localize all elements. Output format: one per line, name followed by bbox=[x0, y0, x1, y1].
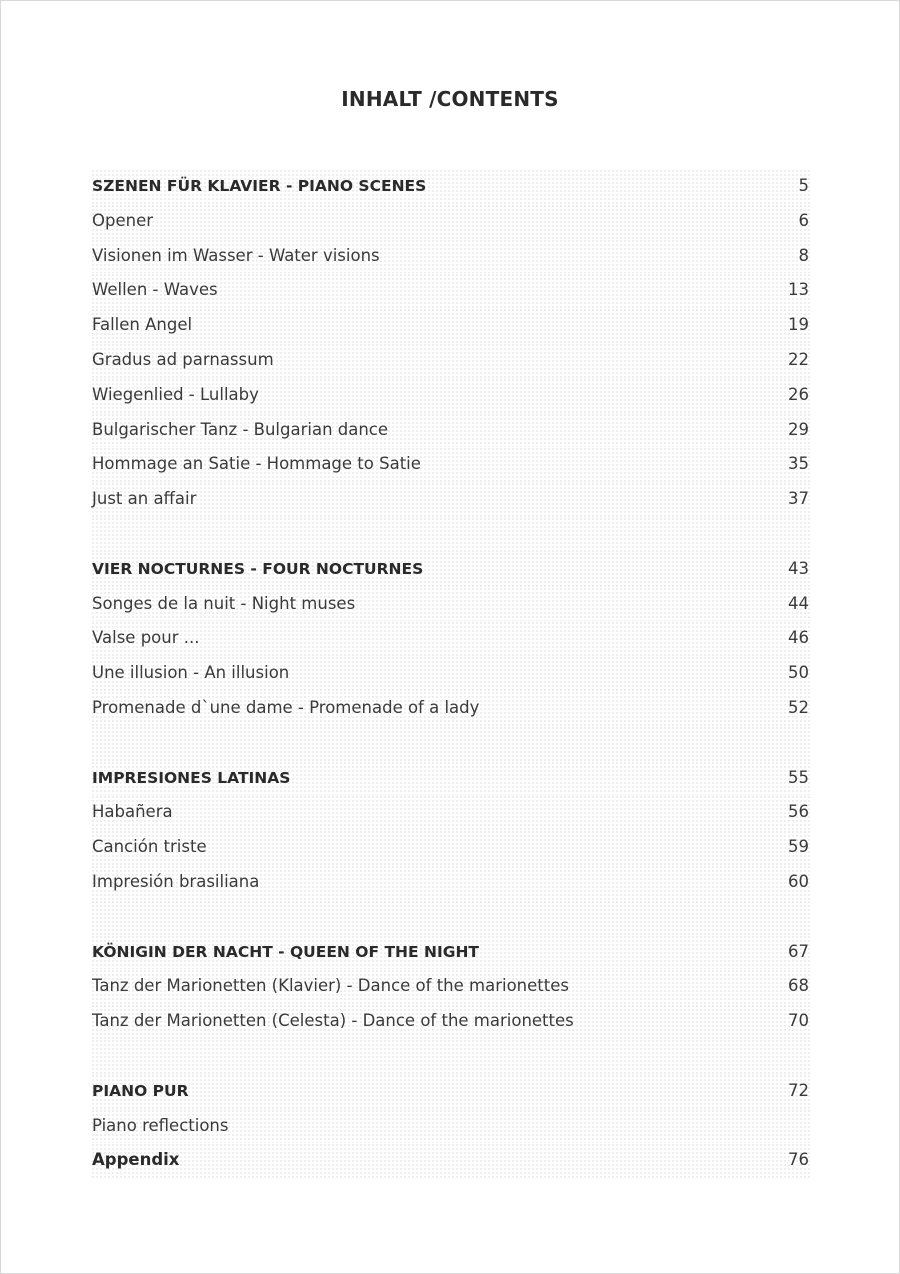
toc-entry bbox=[91, 621, 811, 656]
toc-label: Impresión brasiliana bbox=[92, 871, 260, 891]
toc-label: Fallen Angel bbox=[92, 315, 193, 335]
toc-entry bbox=[91, 656, 811, 691]
toc-entry bbox=[91, 795, 811, 830]
toc-entry bbox=[91, 413, 811, 448]
toc-label: IMPRESIONES LATINAS bbox=[92, 768, 291, 787]
toc-appendix bbox=[91, 1143, 811, 1178]
toc-spacer bbox=[91, 900, 811, 935]
toc-label: Just an affair bbox=[92, 489, 197, 509]
toc-label: KÖNIGIN DER NACHT - QUEEN OF THE NIGHT bbox=[92, 942, 479, 961]
toc-entry bbox=[91, 482, 811, 517]
toc-entry bbox=[91, 447, 811, 482]
toc-label: Habañera bbox=[92, 802, 173, 822]
toc-label: Tanz der Marionetten (Celesta) - Dance of the marionettes bbox=[92, 1011, 574, 1031]
toc-page-number: 68 bbox=[788, 976, 809, 996]
toc-page-number: 13 bbox=[788, 280, 809, 300]
toc-entry bbox=[91, 691, 811, 726]
toc-page-number: 50 bbox=[788, 663, 809, 683]
toc-page-number: 44 bbox=[788, 593, 809, 613]
page-title: INHALT /CONTENTS bbox=[341, 87, 559, 111]
toc-label: Une illusion - An illusion bbox=[92, 663, 290, 683]
toc-label: SZENEN FÜR KLAVIER - PIANO SCENES bbox=[92, 177, 427, 195]
toc-label: PIANO PUR bbox=[92, 1081, 189, 1100]
toc-page-number: 29 bbox=[788, 419, 809, 439]
toc-label: Canción triste bbox=[92, 837, 207, 857]
toc-page-number: 52 bbox=[788, 697, 809, 717]
toc-page-number: 76 bbox=[788, 1150, 809, 1170]
toc-label: Appendix bbox=[92, 1150, 180, 1170]
table-of-contents bbox=[91, 169, 811, 1178]
toc-label: Wiegenlied - Lullaby bbox=[92, 384, 259, 404]
toc-entry bbox=[91, 378, 811, 413]
toc-page-number: 6 bbox=[798, 210, 809, 230]
toc-page-number: 59 bbox=[788, 837, 809, 857]
toc-page-number: 60 bbox=[788, 871, 809, 891]
toc-entry bbox=[91, 1109, 811, 1144]
toc-entry bbox=[91, 239, 811, 274]
toc-page-number: 22 bbox=[788, 349, 809, 369]
toc-entry bbox=[91, 1004, 811, 1039]
toc-label: Piano reflections bbox=[92, 1115, 229, 1135]
toc-page-number: 26 bbox=[788, 384, 809, 404]
toc-page-number: 70 bbox=[788, 1011, 809, 1031]
toc-page-number: 37 bbox=[788, 489, 809, 509]
toc-label: Visionen im Wasser - Water visions bbox=[92, 245, 380, 265]
toc-page-number: 67 bbox=[788, 941, 809, 961]
toc-page-number: 35 bbox=[788, 454, 809, 474]
toc-label: Songes de la nuit - Night muses bbox=[92, 593, 356, 613]
toc-spacer bbox=[91, 1039, 811, 1074]
toc-entry bbox=[91, 204, 811, 239]
toc-page-number: 8 bbox=[798, 245, 809, 265]
toc-label: Bulgarischer Tanz - Bulgarian dance bbox=[92, 419, 389, 439]
toc-label: Gradus ad parnassum bbox=[92, 349, 274, 369]
toc-section-heading bbox=[91, 1074, 811, 1109]
toc-page-number: 56 bbox=[788, 802, 809, 822]
toc-page-number: 19 bbox=[788, 315, 809, 335]
toc-label: Valse pour ... bbox=[92, 628, 200, 648]
toc-section-heading bbox=[91, 761, 811, 796]
toc-spacer bbox=[91, 726, 811, 761]
toc-entry bbox=[91, 308, 811, 343]
toc-label: Hommage an Satie - Hommage to Satie bbox=[92, 454, 421, 474]
toc-label: Promenade d`une dame - Promenade of a lady bbox=[92, 697, 480, 717]
toc-page-number: 43 bbox=[788, 558, 809, 578]
toc-label: VIER NOCTURNES - FOUR NOCTURNES bbox=[92, 559, 424, 578]
toc-page-number: 46 bbox=[788, 628, 809, 648]
toc-label: Wellen - Waves bbox=[92, 280, 218, 300]
toc-page-number: 72 bbox=[788, 1080, 809, 1100]
toc-entry bbox=[91, 830, 811, 865]
toc-entry bbox=[91, 969, 811, 1004]
toc-entry bbox=[91, 587, 811, 622]
toc-section-heading bbox=[91, 935, 811, 970]
toc-section-heading bbox=[91, 169, 811, 204]
toc-page-number: 55 bbox=[788, 767, 809, 787]
toc-label: Opener bbox=[92, 210, 154, 230]
toc-entry bbox=[91, 273, 811, 308]
toc-page-number: 5 bbox=[798, 176, 809, 195]
toc-entry bbox=[91, 865, 811, 900]
toc-entry bbox=[91, 343, 811, 378]
toc-section-heading bbox=[91, 552, 811, 587]
toc-spacer bbox=[91, 517, 811, 552]
toc-label: Tanz der Marionetten (Klavier) - Dance of the marionettes bbox=[92, 976, 569, 996]
